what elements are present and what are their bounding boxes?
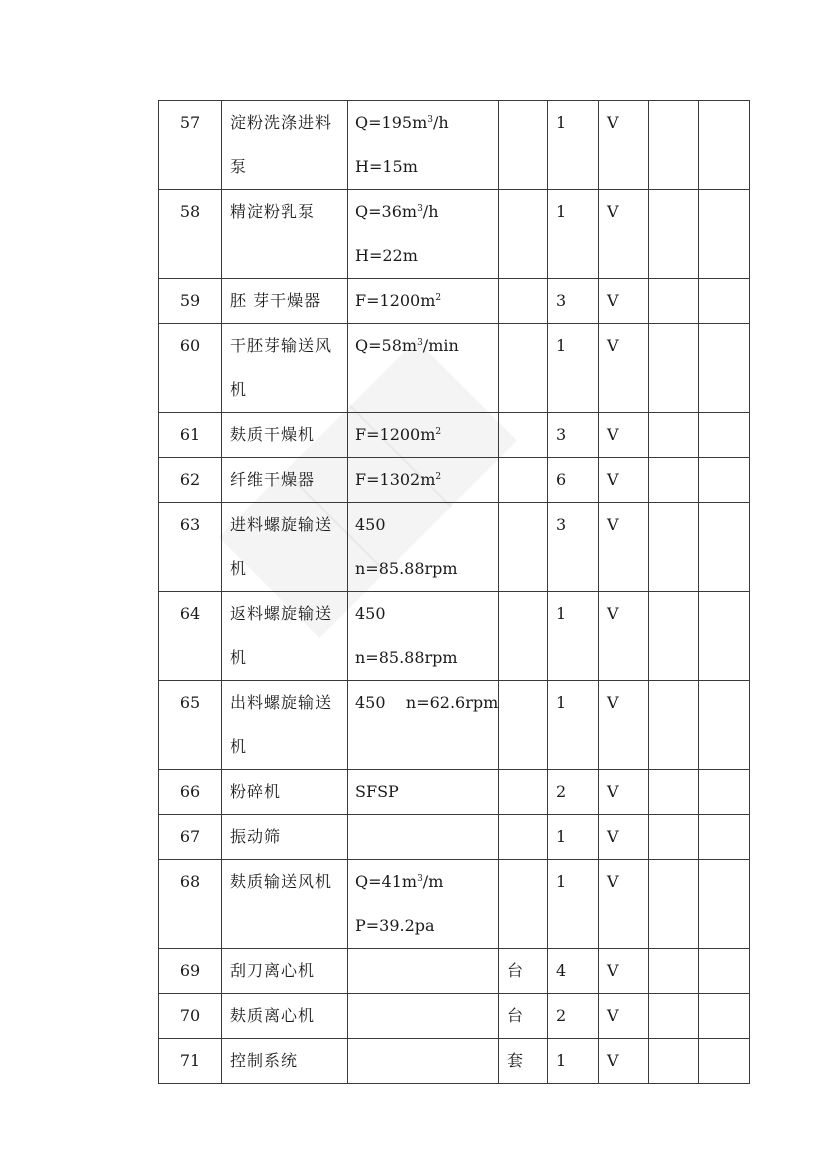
equipment-name — [222, 190, 348, 279]
spec-text: H=22m — [355, 246, 418, 265]
equipment-quantity-text: 1 — [556, 336, 567, 355]
equipment-name-line: 泵 — [230, 157, 248, 176]
equipment-quantity-text: 1 — [556, 827, 567, 846]
equipment-quantity — [548, 815, 599, 860]
spec-superscript: 3 — [417, 338, 423, 348]
equipment-spec-line — [355, 279, 498, 323]
empty-cell — [649, 190, 699, 279]
spec-text: SFSP — [355, 782, 399, 801]
equipment-name-line: 控制系统 — [230, 1051, 299, 1070]
equipment-spec — [348, 994, 499, 1039]
equipment-spec-line — [355, 190, 498, 234]
equipment-spec — [348, 190, 499, 279]
equipment-spec-line — [355, 324, 498, 368]
equipment-unit — [499, 279, 548, 324]
equipment-name-line: 麸质输送风机 — [230, 872, 333, 891]
equipment-unit — [499, 815, 548, 860]
row-number-text: 58 — [179, 202, 201, 221]
equipment-unit-text — [507, 279, 547, 323]
equipment-name — [222, 413, 348, 458]
equipment-spec — [348, 324, 499, 413]
spec-superscript: 2 — [435, 427, 442, 437]
row-number-text: 60 — [179, 336, 201, 355]
equipment-mark — [599, 458, 649, 503]
equipment-name — [222, 592, 348, 681]
equipment-unit — [499, 994, 548, 1039]
empty-cell — [649, 458, 699, 503]
equipment-mark — [599, 994, 649, 1039]
equipment-name — [222, 770, 348, 815]
equipment-spec-line — [355, 234, 498, 278]
empty-cell — [699, 770, 750, 815]
empty-cell — [699, 1039, 750, 1084]
spec-unit: /min — [422, 336, 459, 355]
row-number-text: 62 — [179, 470, 201, 489]
table-row — [159, 324, 750, 413]
row-number-text: 63 — [179, 515, 201, 534]
equipment-spec — [348, 815, 499, 860]
equipment-spec-line — [355, 503, 498, 547]
row-number — [159, 815, 222, 860]
equipment-unit-text — [507, 592, 547, 636]
equipment-quantity — [548, 324, 599, 413]
spec-unit: /h — [432, 113, 449, 132]
spec-text: H=15m — [355, 157, 418, 176]
equipment-spec — [348, 860, 499, 949]
equipment-quantity-text: 1 — [556, 1051, 567, 1070]
empty-cell — [649, 324, 699, 413]
equipment-unit — [499, 101, 548, 190]
equipment-quantity — [548, 413, 599, 458]
equipment-mark — [599, 949, 649, 994]
table-row — [159, 190, 750, 279]
row-number-text: 67 — [179, 827, 201, 846]
table-row — [159, 279, 750, 324]
empty-cell — [699, 279, 750, 324]
row-number-text: 64 — [179, 604, 201, 623]
equipment-unit-text — [507, 770, 547, 814]
equipment-spec — [348, 1039, 499, 1084]
equipment-name-line: 机 — [230, 737, 248, 756]
spec-text: Q=36m — [355, 202, 418, 221]
equipment-quantity-text: 3 — [556, 515, 567, 534]
equipment-name — [222, 949, 348, 994]
equipment-name-line: 进料螺旋输送 — [230, 515, 333, 534]
equipment-unit-text — [507, 860, 547, 904]
equipment-unit — [499, 860, 548, 949]
equipment-spec — [348, 949, 499, 994]
equipment-mark — [599, 413, 649, 458]
row-number — [159, 503, 222, 592]
equipment-unit-text — [507, 413, 547, 457]
equipment-quantity — [548, 770, 599, 815]
empty-cell — [699, 681, 750, 770]
equipment-mark-text: V — [607, 291, 619, 310]
equipment-quantity-text: 3 — [556, 291, 567, 310]
table-row — [159, 949, 750, 994]
equipment-mark — [599, 101, 649, 190]
equipment-unit-text: 台 — [507, 1006, 524, 1025]
empty-cell — [649, 101, 699, 190]
equipment-quantity — [548, 1039, 599, 1084]
equipment-unit — [499, 413, 548, 458]
row-number-text: 71 — [179, 1051, 201, 1070]
spec-text: 450 n=62.6rpm — [355, 693, 499, 712]
equipment-unit — [499, 458, 548, 503]
equipment-name — [222, 503, 348, 592]
equipment-name-line: 机 — [230, 380, 248, 399]
row-number — [159, 949, 222, 994]
equipment-mark-text: V — [607, 961, 619, 980]
equipment-quantity — [548, 503, 599, 592]
empty-cell — [699, 190, 750, 279]
equipment-quantity-text: 1 — [556, 872, 567, 891]
equipment-name-line: 出料螺旋输送 — [230, 693, 333, 712]
table-row — [159, 815, 750, 860]
equipment-quantity — [548, 681, 599, 770]
equipment-quantity-text: 6 — [556, 470, 567, 489]
equipment-quantity-text: 3 — [556, 425, 567, 444]
equipment-spec-line — [355, 636, 498, 680]
equipment-unit-text — [507, 190, 547, 234]
equipment-spec — [348, 458, 499, 503]
equipment-mark — [599, 324, 649, 413]
equipment-mark-text: V — [607, 693, 619, 712]
row-number-text: 68 — [179, 872, 201, 891]
equipment-unit-text — [507, 681, 547, 725]
table-row — [159, 994, 750, 1039]
equipment-mark — [599, 279, 649, 324]
equipment-name — [222, 860, 348, 949]
equipment-spec — [348, 681, 499, 770]
equipment-mark — [599, 1039, 649, 1084]
table-row — [159, 592, 750, 681]
equipment-spec-line — [355, 101, 498, 145]
empty-line — [355, 994, 498, 1038]
equipment-unit-text: 套 — [507, 1051, 524, 1070]
spec-text: n=85.88rpm — [355, 559, 458, 578]
empty-cell — [699, 503, 750, 592]
spec-superscript: 3 — [427, 115, 433, 125]
equipment-name — [222, 101, 348, 190]
empty-cell — [699, 324, 750, 413]
equipment-mark-text: V — [607, 425, 619, 444]
equipment-name-line: 粉碎机 — [230, 782, 282, 801]
equipment-mark-text: V — [607, 827, 619, 846]
row-number — [159, 413, 222, 458]
spec-text: F=1200m — [355, 425, 436, 444]
equipment-name-line: 刮刀离心机 — [230, 961, 316, 980]
empty-line — [355, 815, 498, 859]
equipment-name-line: 麸质干燥机 — [230, 425, 316, 444]
equipment-mark-text: V — [607, 336, 619, 355]
equipment-quantity — [548, 458, 599, 503]
row-number-text: 66 — [179, 782, 201, 801]
table-row — [159, 503, 750, 592]
equipment-quantity-text: 2 — [556, 1006, 567, 1025]
equipment-quantity-text: 1 — [556, 113, 567, 132]
empty-cell — [699, 949, 750, 994]
row-number-text: 57 — [179, 113, 201, 132]
row-number-text: 59 — [179, 291, 201, 310]
equipment-mark — [599, 815, 649, 860]
equipment-unit — [499, 190, 548, 279]
spec-text: P=39.2pa — [355, 916, 435, 935]
equipment-mark — [599, 503, 649, 592]
equipment-name-line: 机 — [230, 559, 248, 578]
equipment-name — [222, 1039, 348, 1084]
equipment-mark — [599, 592, 649, 681]
equipment-unit — [499, 324, 548, 413]
equipment-name — [222, 324, 348, 413]
equipment-mark-text: V — [607, 515, 619, 534]
equipment-mark-text: V — [607, 1051, 619, 1070]
equipment-mark-text: V — [607, 604, 619, 623]
empty-line — [355, 1039, 498, 1083]
equipment-spec-line — [355, 458, 498, 502]
equipment-name-line: 干胚芽输送风 — [230, 336, 333, 355]
empty-cell — [649, 770, 699, 815]
empty-cell — [649, 279, 699, 324]
equipment-mark — [599, 681, 649, 770]
equipment-spec-line — [355, 681, 498, 725]
equipment-unit — [499, 592, 548, 681]
equipment-name — [222, 994, 348, 1039]
empty-cell — [649, 681, 699, 770]
table-row — [159, 770, 750, 815]
empty-cell — [699, 592, 750, 681]
equipment-spec — [348, 413, 499, 458]
equipment-name-line: 机 — [230, 648, 248, 667]
table-row — [159, 101, 750, 190]
row-number — [159, 681, 222, 770]
equipment-quantity-text: 1 — [556, 693, 567, 712]
equipment-name — [222, 279, 348, 324]
equipment-mark-text: V — [607, 470, 619, 489]
table-row — [159, 458, 750, 503]
equipment-quantity — [548, 279, 599, 324]
empty-cell — [649, 949, 699, 994]
equipment-spec — [348, 279, 499, 324]
row-number — [159, 279, 222, 324]
equipment-quantity-text: 1 — [556, 604, 567, 623]
equipment-quantity-text: 2 — [556, 782, 567, 801]
equipment-mark-text: V — [607, 202, 619, 221]
table-row — [159, 1039, 750, 1084]
empty-cell — [699, 458, 750, 503]
equipment-table-body — [159, 101, 750, 1084]
empty-cell — [649, 503, 699, 592]
equipment-spec — [348, 101, 499, 190]
spec-superscript: 3 — [417, 204, 423, 214]
spec-superscript: 3 — [417, 874, 423, 884]
row-number-text: 70 — [179, 1006, 201, 1025]
table-row — [159, 860, 750, 949]
equipment-mark-text: V — [607, 1006, 619, 1025]
empty-cell — [699, 994, 750, 1039]
equipment-mark — [599, 860, 649, 949]
equipment-mark-text: V — [607, 113, 619, 132]
equipment-spec — [348, 592, 499, 681]
equipment-name — [222, 815, 348, 860]
equipment-spec-line — [355, 145, 498, 189]
empty-cell — [649, 1039, 699, 1084]
empty-cell — [699, 413, 750, 458]
spec-unit: /m — [422, 872, 444, 891]
equipment-mark — [599, 770, 649, 815]
spec-text: 450 — [355, 515, 386, 534]
equipment-unit — [499, 770, 548, 815]
equipment-quantity — [548, 190, 599, 279]
equipment-spec-line — [355, 547, 498, 591]
empty-cell — [649, 994, 699, 1039]
row-number — [159, 1039, 222, 1084]
empty-cell — [699, 860, 750, 949]
equipment-table — [158, 100, 750, 1084]
equipment-name-line: 返料螺旋输送 — [230, 604, 333, 623]
equipment-unit — [499, 949, 548, 994]
row-number-text: 65 — [179, 693, 201, 712]
spec-text: F=1302m — [355, 470, 436, 489]
table-row — [159, 413, 750, 458]
equipment-spec — [348, 770, 499, 815]
equipment-name-line: 胚 芽干燥器 — [230, 291, 322, 310]
empty-cell — [649, 860, 699, 949]
equipment-name-line: 精淀粉乳泵 — [230, 202, 316, 221]
spec-superscript: 2 — [435, 293, 442, 303]
spec-unit: /h — [422, 202, 439, 221]
equipment-quantity-text: 4 — [556, 961, 567, 980]
spec-text: F=1200m — [355, 291, 436, 310]
row-number-text: 61 — [179, 425, 201, 444]
row-number — [159, 860, 222, 949]
row-number — [159, 770, 222, 815]
equipment-name — [222, 681, 348, 770]
equipment-unit-text — [507, 503, 547, 547]
empty-cell — [699, 101, 750, 190]
spec-text: Q=195m — [355, 113, 428, 132]
equipment-name-line: 麸质离心机 — [230, 1006, 316, 1025]
equipment-name-line: 振动筛 — [230, 827, 282, 846]
row-number — [159, 101, 222, 190]
empty-line — [355, 949, 498, 993]
equipment-name-line: 淀粉洗涤进料 — [230, 113, 333, 132]
equipment-quantity — [548, 860, 599, 949]
empty-cell — [699, 815, 750, 860]
spec-superscript: 2 — [435, 472, 442, 482]
equipment-mark-text: V — [607, 782, 619, 801]
row-number — [159, 190, 222, 279]
equipment-spec-line — [355, 860, 498, 904]
row-number — [159, 324, 222, 413]
equipment-name — [222, 458, 348, 503]
row-number-text: 69 — [179, 961, 201, 980]
equipment-spec-line — [355, 413, 498, 457]
equipment-unit — [499, 503, 548, 592]
spec-text: Q=58m — [355, 336, 418, 355]
equipment-quantity — [548, 101, 599, 190]
spec-text: n=85.88rpm — [355, 648, 458, 667]
empty-cell — [649, 815, 699, 860]
equipment-spec-line — [355, 592, 498, 636]
equipment-quantity — [548, 994, 599, 1039]
equipment-spec-line — [355, 770, 498, 814]
empty-cell — [649, 592, 699, 681]
row-number — [159, 592, 222, 681]
equipment-quantity — [548, 949, 599, 994]
equipment-unit-text — [507, 815, 547, 859]
equipment-mark — [599, 190, 649, 279]
equipment-quantity-text: 1 — [556, 202, 567, 221]
equipment-mark-text: V — [607, 872, 619, 891]
equipment-unit — [499, 1039, 548, 1084]
row-number — [159, 994, 222, 1039]
equipment-spec-line — [355, 904, 498, 948]
equipment-quantity — [548, 592, 599, 681]
equipment-unit — [499, 681, 548, 770]
equipment-name-line: 纤维干燥器 — [230, 470, 316, 489]
row-number — [159, 458, 222, 503]
equipment-unit-text — [507, 101, 547, 145]
spec-text: 450 — [355, 604, 386, 623]
table-row — [159, 681, 750, 770]
spec-text: Q=41m — [355, 872, 418, 891]
equipment-unit-text — [507, 458, 547, 502]
equipment-unit-text: 台 — [507, 961, 524, 980]
equipment-spec — [348, 503, 499, 592]
equipment-unit-text — [507, 324, 547, 368]
empty-cell — [649, 413, 699, 458]
